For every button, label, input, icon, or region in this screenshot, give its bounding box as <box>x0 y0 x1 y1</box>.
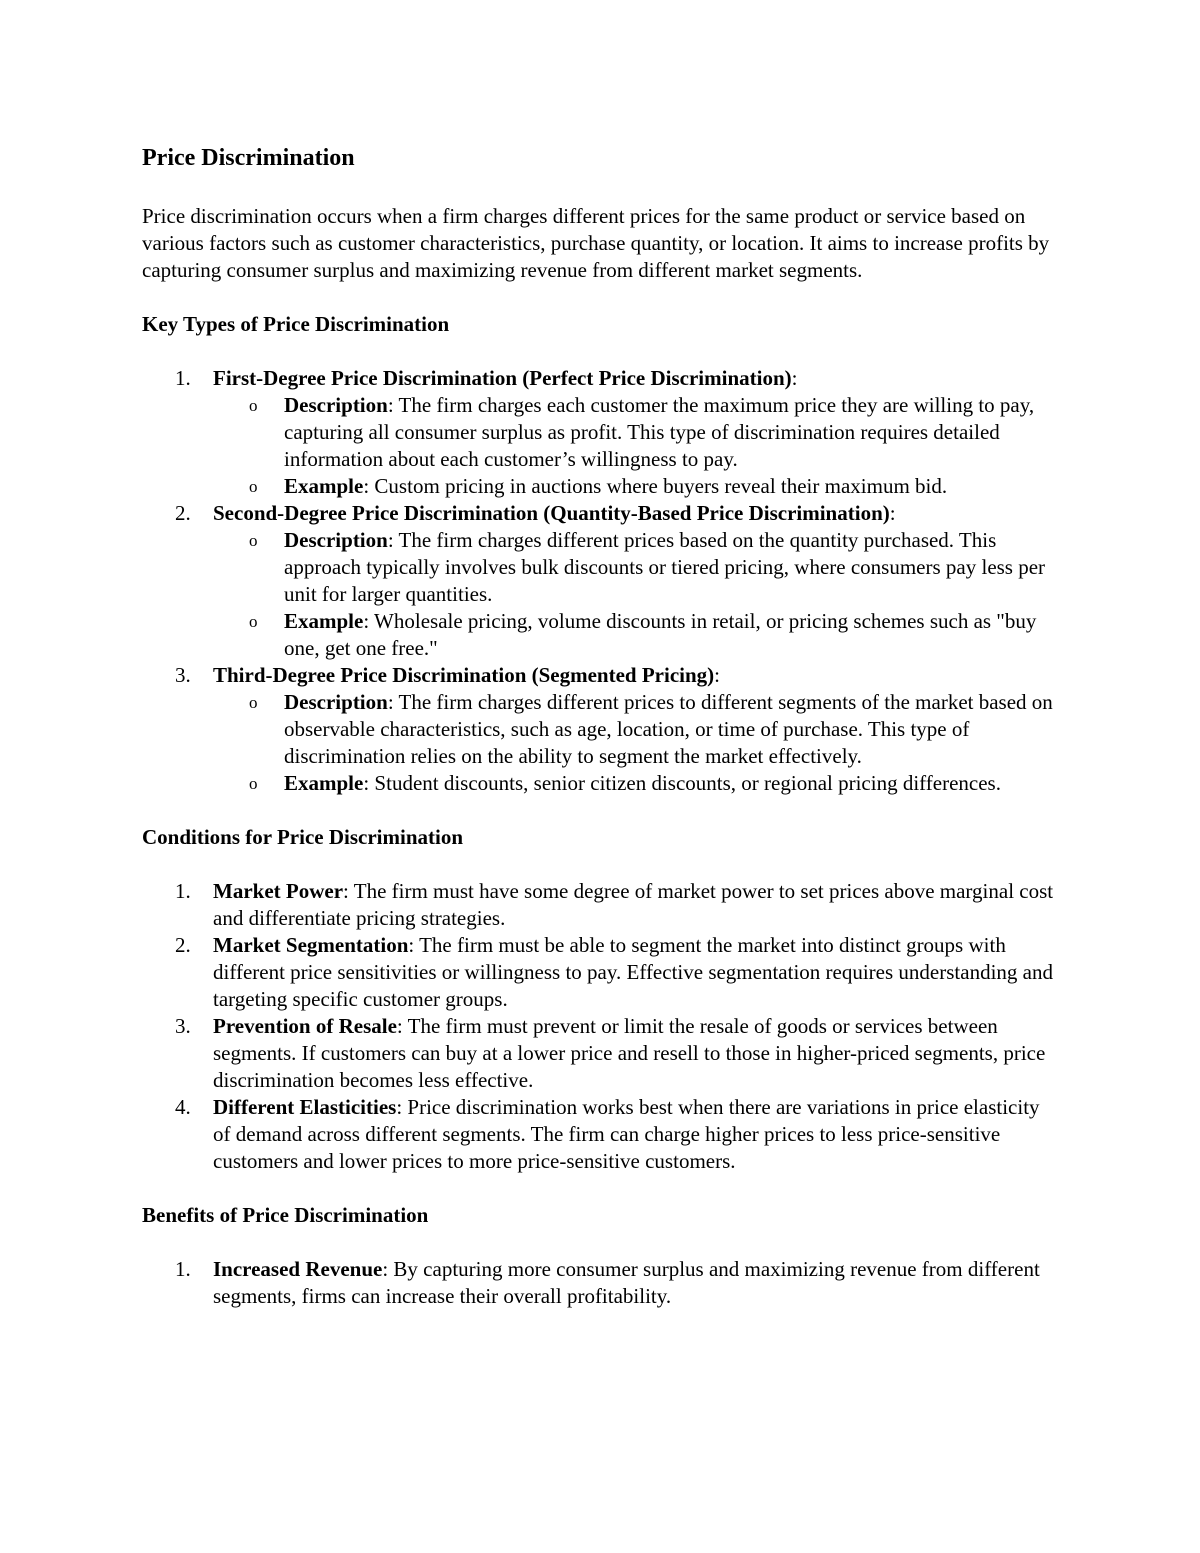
item-label: Market Power <box>213 879 344 903</box>
sub-item-text: : The firm charges different prices to different segments of the market based on observable characteristics, such as age, location, or time of purchase. This type of discrimination relies on the ability to segment the market effectively. <box>284 690 1053 768</box>
list-number: 2. <box>175 933 191 957</box>
sub-list-item <box>213 689 1062 770</box>
item-text: : The firm must have some degree of market power to set prices above marginal cost and differentiate pricing strategies. <box>213 879 1054 930</box>
item-label: Prevention of Resale <box>213 1014 397 1038</box>
sub-list-item <box>213 392 1062 473</box>
sub-list-item <box>213 527 1062 608</box>
item-text: : The firm must be able to segment the market into distinct groups with different price sensitivities or willingness to pay. Effective segmentation requires understanding and targeting specific customer groups. <box>213 933 1053 1011</box>
key-types-heading: Key Types of Price Discrimination <box>142 312 450 336</box>
item-title: Third-Degree Price Discrimination (Segmented Pricing) <box>213 663 715 687</box>
sub-item-text: : The firm charges different prices based on the quantity purchased. This approach typically involves bulk discounts or tiered pricing, where consumers pay less per unit for larger quantities. <box>284 528 1046 606</box>
sub-list <box>213 527 1062 662</box>
sub-list-item <box>213 770 1062 797</box>
item-text: : By capturing more consumer surplus and maximizing revenue from different segments, firms can increase their overall profitability. <box>213 1257 1040 1308</box>
list-item <box>142 1094 1062 1175</box>
document-body <box>142 141 1062 1337</box>
sub-item-text: : Student discounts, senior citizen discounts, or regional pricing differences. <box>363 771 1001 795</box>
circle-bullet-icon: o <box>249 612 258 631</box>
circle-bullet-icon: o <box>249 693 258 712</box>
intro-paragraph: Price discrimination occurs when a firm charges different prices for the same product or service based on various factors such as customer characteristics, purchase quantity, or location. It aims to increase profits by capturing consumer surplus and maximizing revenue from different market segments. <box>142 204 1050 282</box>
sub-item-label: Description <box>284 690 388 714</box>
sub-item-label: Example <box>284 609 364 633</box>
item-separator: : <box>889 501 896 525</box>
list-item <box>142 932 1062 1013</box>
sub-item-text: : The firm charges each customer the maximum price they are willing to pay, capturing all consumer surplus as profit. This type of discrimination requires detailed information about each customer’s willingness to pay. <box>284 393 1035 471</box>
sub-item-label: Description <box>284 393 388 417</box>
sub-item-text: : Custom pricing in auctions where buyers reveal their maximum bid. <box>363 474 948 498</box>
item-separator: : <box>791 366 798 390</box>
list-item <box>142 878 1062 932</box>
list-item <box>142 1256 1062 1310</box>
conditions-heading: Conditions for Price Discrimination <box>142 825 464 849</box>
sub-list-item <box>213 608 1062 662</box>
list-number: 2. <box>175 501 191 525</box>
conditions-list <box>142 878 1062 1175</box>
list-number: 1. <box>175 879 191 903</box>
circle-bullet-icon: o <box>249 774 258 793</box>
sub-item-label: Description <box>284 528 388 552</box>
sub-item-label: Example <box>284 771 364 795</box>
list-item <box>142 365 1062 500</box>
item-label: Increased Revenue <box>213 1257 383 1281</box>
list-number: 1. <box>175 366 191 390</box>
sub-list <box>213 689 1062 797</box>
list-item <box>142 662 1062 797</box>
circle-bullet-icon: o <box>249 531 258 550</box>
circle-bullet-icon: o <box>249 396 258 415</box>
list-number: 3. <box>175 1014 191 1038</box>
item-title: Second-Degree Price Discrimination (Quantity-Based Price Discrimination) <box>213 501 890 525</box>
key-types-list <box>142 365 1062 797</box>
list-number: 4. <box>175 1095 191 1119</box>
list-item <box>142 500 1062 662</box>
item-title: First-Degree Price Discrimination (Perfect Price Discrimination) <box>213 366 792 390</box>
circle-bullet-icon: o <box>249 477 258 496</box>
sub-item-label: Example <box>284 474 364 498</box>
item-label: Different Elasticities <box>213 1095 397 1119</box>
benefits-heading: Benefits of Price Discrimination <box>142 1203 429 1227</box>
list-item <box>142 1013 1062 1094</box>
item-text: : The firm must prevent or limit the resale of goods or services between segments. If customers can buy at a lower price and resell to those in higher-priced segments, price discrimination becomes less effective. <box>213 1014 1046 1092</box>
list-number: 1. <box>175 1257 191 1281</box>
benefits-list <box>142 1256 1062 1310</box>
page-title: Price Discrimination <box>142 145 355 171</box>
sub-item-text: : Wholesale pricing, volume discounts in retail, or pricing schemes such as "buy one, get one free." <box>284 609 1037 660</box>
list-number: 3. <box>175 663 191 687</box>
item-separator: : <box>714 663 721 687</box>
sub-list-item <box>213 473 1062 500</box>
sub-list <box>213 392 1062 500</box>
item-label: Market Segmentation <box>213 933 409 957</box>
item-text: : Price discrimination works best when there are variations in price elasticity of demand across different segments. The firm can charge higher prices to less price-sensitive customers and lower prices to more price-sensitive customers. <box>213 1095 1040 1173</box>
